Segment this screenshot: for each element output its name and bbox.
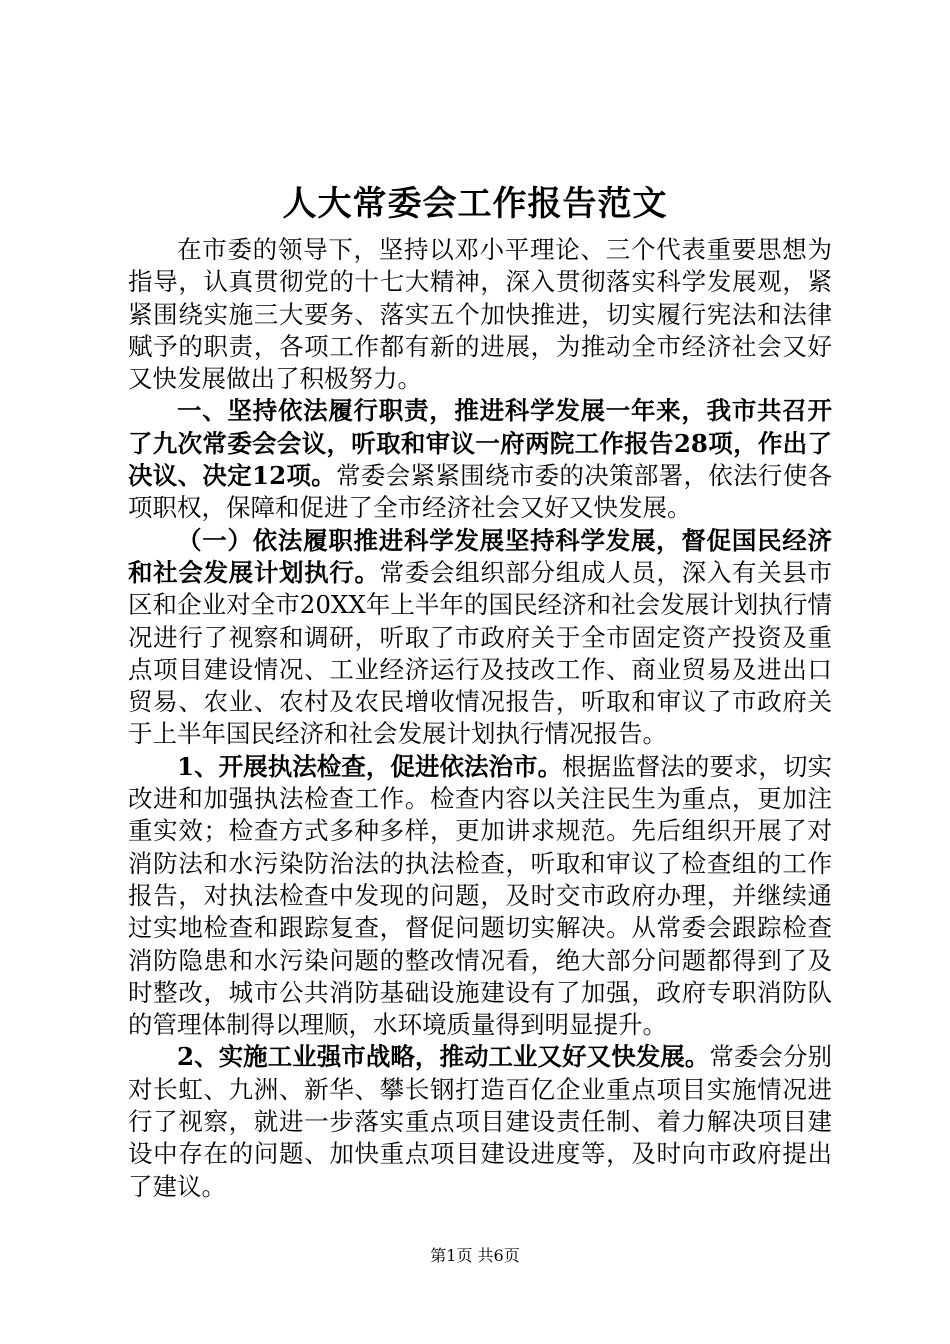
page-number-footer: 第1页 共6页 xyxy=(430,1246,520,1265)
paragraph-intro xyxy=(128,234,832,395)
paragraph-text: 在市委的领导下，坚持以邓小平理论、三个代表重要思想为指导，认真贯彻党的十七大精神，深入贯彻落实科学发展观，紧紧围绕实施三大要务、落实五个加快推进，切实履行宪法和法律赋予的职责，各项工作都有新的进展，为推动全市经济社会又好又快发展做出了积极努力。 xyxy=(128,235,832,394)
paragraph-item-1 xyxy=(128,751,832,1042)
paragraph-lead: （一）依法履职推进科学发展坚持科学发展，督促国民经济和社会发展计划执行。 xyxy=(128,525,832,587)
document-title: 人大常委会工作报告范文 xyxy=(282,184,668,224)
paragraph-subsection-1 xyxy=(128,525,832,751)
paragraph-lead: 1、开展执法检查，促进依法治市。 xyxy=(177,751,563,781)
paragraph-lead: 2、实施工业强市战略，推动工业又好又快发展。 xyxy=(177,1042,710,1072)
paragraph-section-1 xyxy=(128,395,832,524)
paragraph-text: 常委会紧紧围绕市委的决策部署，依法行使各项职权，保障和促进了全市经济社会又好又快发展。 xyxy=(128,461,833,523)
paragraph-lead: 一、坚持依法履行职责，推进科学发展一年来，我市共召开了九次常委会会议，听取和审议一府两院工作报告28项，作出了决议、决定12项。 xyxy=(128,396,832,491)
paragraph-text: 根据监督法的要求，切实改进和加强执法检查工作。检查内容以关注民生为重点，更加注重实效；检查方式多种多样，更加讲求规范。先后组织开展了对消防法和水污染防治法的执法检查，听取和审议了检查组的工作报告，对执法检查中发现的问题，及时交市政府办理，并继续通过实地检查和跟踪复查，督促问题切实解决。从常委会跟踪检查消防隐患和水污染问题的整改情况看，绝大部分问题都得到了及时整改，城市公共消防基础设施建设有了加强，政府专职消防队的管理体制得以理顺，水环境质量得到明显提升。 xyxy=(128,751,833,1040)
paragraph-text: 常委会组织部分组成人员，深入有关县市区和企业对全市20XX年上半年的国民经济和社会发展计划执行情况进行了视察和调研，听取了市政府关于全市固定资产投资及重点项目建设情况、工业经济运行及技改工作、商业贸易及进出口贸易、农业、农村及农民增收情况报告，听取和审议了市政府关于上半年国民经济和社会发展计划执行情况报告。 xyxy=(128,557,833,749)
paragraph-text: 常委会分别对长虹、九洲、新华、攀长钢打造百亿企业重点项目实施情况进行了视察，就进一步落实重点项目建设责任制、着力解决项目建设中存在的问题、加快重点项目建设进度等，及时向市政府提出了建议。 xyxy=(128,1042,833,1201)
document-body xyxy=(128,234,832,1203)
paragraph-item-2 xyxy=(128,1041,832,1202)
